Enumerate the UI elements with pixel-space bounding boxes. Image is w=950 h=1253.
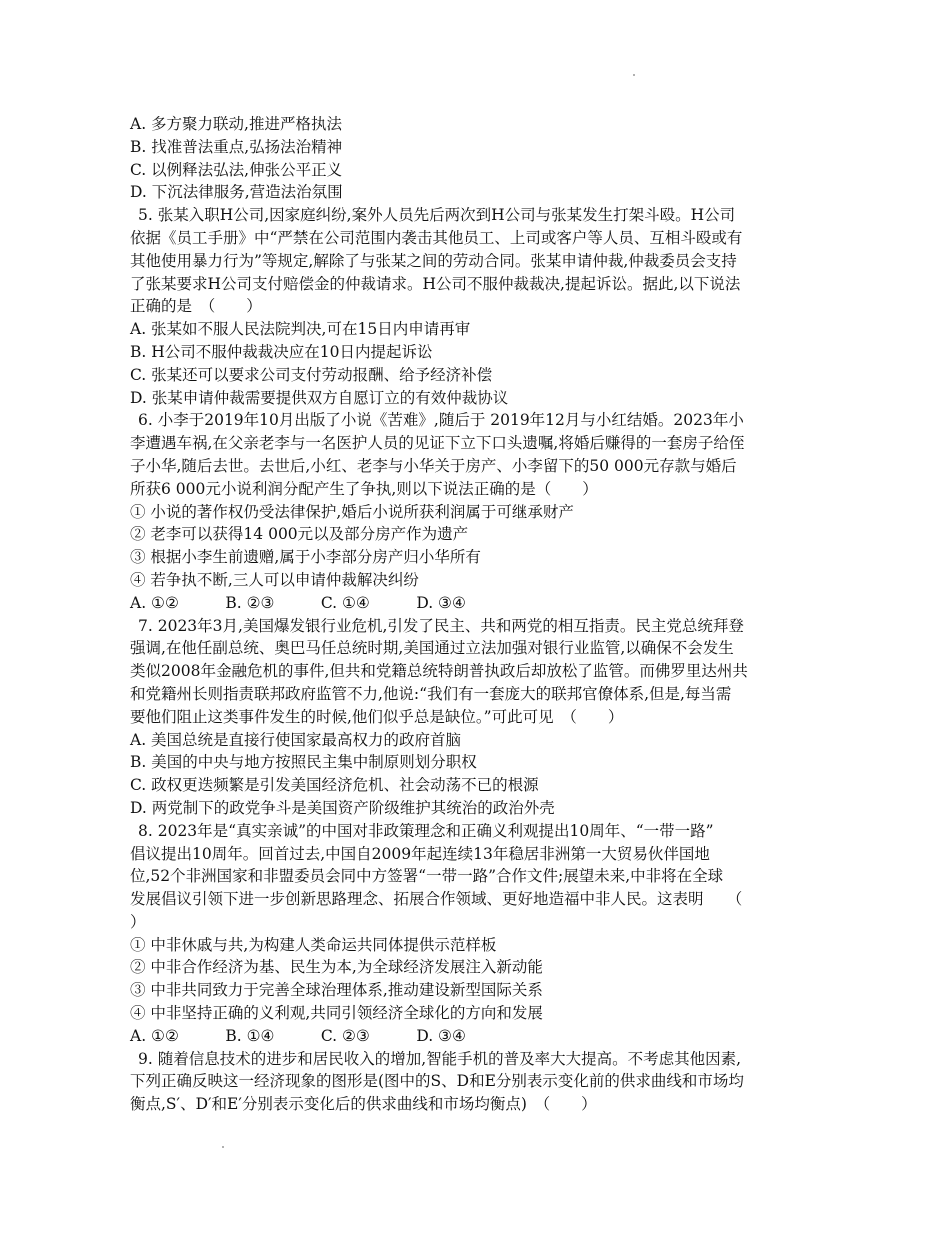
statement-3: ③ 中非共同致力于完善全球治理体系,推动建设新型国际关系: [130, 981, 543, 1000]
question-stem: 和党籍州长则指责联邦政府监管不力,他说:“我们有一套庞大的联邦官僚体系,但是,每当需: [130, 684, 732, 703]
option-b: B. 美国的中央与地方按照民主集中制原则划分职权: [130, 753, 477, 772]
option-a: A. 多方聚力联动,推进严格执法: [130, 115, 342, 133]
question-stem: 下列正确反映这一经济现象的图形是(图中的S、D和E分别表示变化前的供求曲线和市场均: [130, 1072, 744, 1091]
question-stem: 倡议提出10周年。回首过去,中国自2009年起连续13年稳居非洲第一大贸易伙伴国地: [130, 844, 710, 863]
option-a: A. 美国总统是直接行使国家最高权力的政府首脑: [130, 730, 462, 749]
question-stem: 衡点,S′、D′和E′分别表示变化后的供求曲线和市场均衡点) （ ）: [130, 1095, 597, 1114]
q4-options: [130, 113, 818, 204]
statement-1: ① 中非休戚与共,为构建人类命运共同体提供示范样板: [130, 935, 497, 954]
question-9: [130, 1048, 818, 1116]
question-stem: 9. 随着信息技术的进步和居民收入的增加,智能手机的普及率大大提高。不考虑其他因素,: [138, 1049, 742, 1068]
scan-dot: [633, 74, 635, 76]
question-stem: 正确的是 （ ）: [130, 297, 262, 316]
question-stem: 位,52个非洲国家和非盟委员会同中方签署“一带一路”合作文件;展望未来,中非将在全球: [130, 867, 724, 886]
question-stem: 强调,在他任副总统、奥巴马任总统时期,美国通过立法加强对银行业监管,以确保不会发生: [130, 639, 734, 658]
question-7: [130, 615, 818, 820]
option-d: D. 下沉法律服务,营造法治氛围: [130, 183, 343, 202]
question-stem: 其他使用暴力行为”等规定,解除了与张某之间的劳动合同。张某申请仲裁,仲裁委员会支持: [130, 251, 737, 270]
answer-options: A. ①② B. ②③ C. ①④ D. ③④: [130, 593, 466, 612]
scan-dot: [222, 1146, 224, 1148]
statement-1: ① 小说的著作权仍受法律保护,婚后小说所获利润属于可继承财产: [130, 502, 574, 521]
option-c: C. 张某还可以要求公司支付劳动报酬、给予经济补偿: [130, 365, 493, 384]
option-a: A. 张某如不服人民法院判决,可在15日内申请再审: [130, 320, 471, 339]
question-stem: 6. 小李于2019年10月出版了小说《苦难》,随后于 2019年12月与小红结婚。2023年小: [138, 411, 744, 430]
question-stem: 李遭遇车祸,在父亲老李与一名医护人员的见证下立下口头遗嘱,将婚后赚得的一套房子给侄: [130, 434, 745, 453]
option-c: C. 以例释法弘法,伸张公平正义: [130, 160, 343, 179]
question-6: [130, 409, 818, 614]
question-stem: 发展倡议引领下进一步创新思路理念、拓展合作领域、更好地造福中非人民。这表明 （: [130, 890, 743, 909]
question-stem: 要他们阻止这类事件发生的时候,他们似乎总是缺位。”可此可见 （ ）: [130, 707, 624, 726]
question-stem: 了张某要求H公司支付赔偿金的仲裁请求。H公司不服仲裁裁决,提起诉讼。据此,以下说法: [130, 274, 741, 293]
question-stem: 类似2008年金融危机的事件,但共和党籍总统特朗普执政后却放松了监管。而佛罗里达州共: [130, 662, 748, 681]
option-d: D. 两党制下的政党争斗是美国资产阶级维护其统治的政治外壳: [130, 798, 555, 817]
question-stem: 所获6 000元小说利润分配产生了争执,则以下说法正确的是（ ）: [130, 479, 598, 498]
statement-4: ④ 中非坚持正确的义利观,共同引领经济全球化的方向和发展: [130, 1004, 543, 1023]
option-b: B. H公司不服仲裁裁决应在10日内提起诉讼: [130, 342, 433, 361]
question-stem: ）: [130, 912, 146, 931]
question-stem: 8. 2023年是“真实亲诚”的中国对非政策理念和正确义利观提出10周年、“一带一路”: [138, 821, 714, 840]
option-d: D. 张某申请仲裁需要提供双方自愿订立的有效仲裁协议: [130, 388, 509, 407]
question-stem: 5. 张某入职H公司,因家庭纠纷,案外人员先后两次到H公司与张某发生打架斗殴。H公司: [138, 206, 736, 225]
option-b: B. 找准普法重点,弘扬法治精神: [130, 137, 343, 156]
question-stem: 依据《员工手册》中“严禁在公司范围内袭击其他员工、上司或客户等人员、互相斗殴或有: [130, 228, 743, 247]
question-content: [130, 113, 818, 1116]
question-8: [130, 820, 818, 1048]
question-5: [130, 204, 818, 409]
answer-options: A. ①② B. ①④ C. ②③ D. ③④: [130, 1026, 466, 1045]
statement-2: ② 中非合作经济为基、民生为本,为全球经济发展注入新动能: [130, 958, 543, 977]
statement-4: ④ 若争执不断,三人可以申请仲裁解决纠纷: [130, 570, 419, 589]
statement-3: ③ 根据小李生前遗赠,属于小李部分房产归小华所有: [130, 548, 481, 567]
statement-2: ② 老李可以获得14 000元以及部分房产作为遗产: [130, 525, 469, 544]
question-stem: 7. 2023年3月,美国爆发银行业危机,引发了民主、共和两党的相互指责。民主党总统拜登: [138, 616, 744, 635]
question-stem: 子小华,随后去世。去世后,小红、老李与小华关于房产、小李留下的50 000元存款与婚后: [130, 456, 737, 475]
option-c: C. 政权更迭频繁是引发美国经济危机、社会动荡不已的根源: [130, 776, 539, 795]
